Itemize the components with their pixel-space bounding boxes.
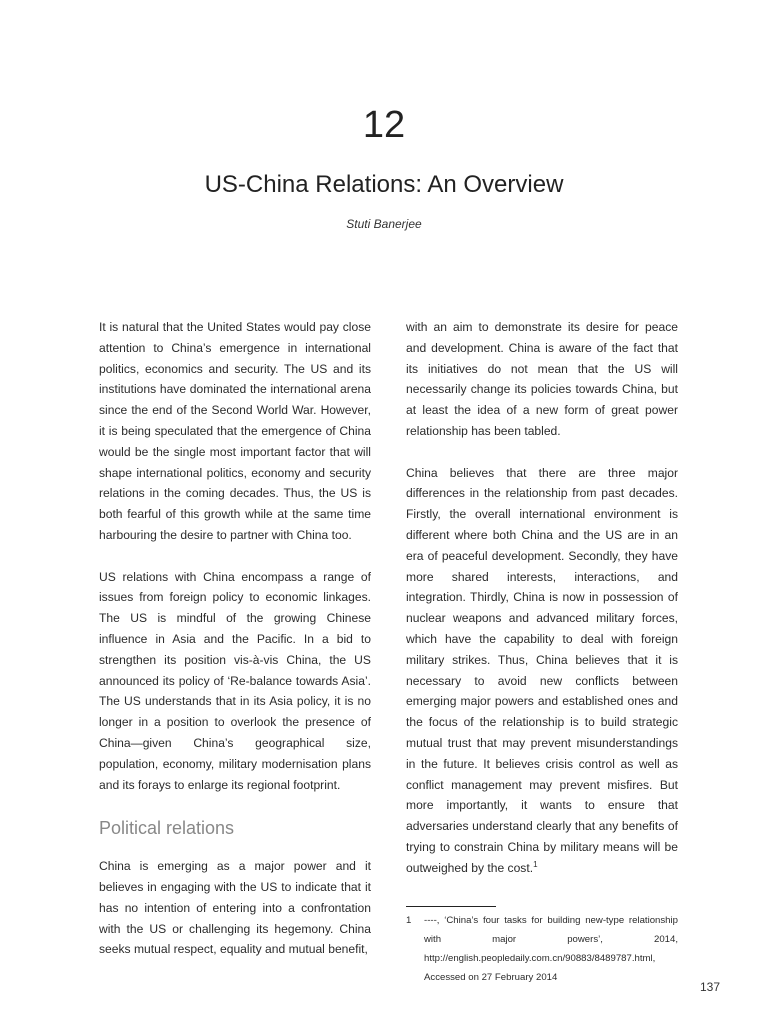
paragraph: US relations with China encompass a range of issues from foreign policy to economic linkages. The US is mindful of the growing Chinese influence in Asia and the Pacific. In a bid to strengthen its position vis-à-vis China, the US announced its policy of ‘Re-balance towards Asia’. The US understands that in its Asia policy, it is no longer in a position to overlook the presence of China—given China’s geographical size, population, economy, military modernisation plans and its forays to enlarge its regional footprint. [99, 569, 371, 792]
section-heading: Political relations [99, 818, 235, 839]
chapter-title: US-China Relations: An Overview [204, 171, 564, 198]
left-column [99, 317, 371, 981]
footnote [406, 911, 678, 987]
paragraph-with-footnote [406, 463, 678, 879]
paragraph: It is natural that the United States would pay close attention to China’s emergence in international politics, economics and security. The US and its institutions have dominated the international arena since the end of the Second World War. However, it is being speculated that the emergence of China would be the single most important factor that will shape international politics, economy and security relations in the coming decades. Thus, the US is both fearful of this growth while at the same time harbouring the desire to partner with China too. [99, 320, 371, 542]
author-name: Stuti Banerjee [346, 217, 422, 231]
page-number: 137 [699, 980, 720, 994]
footnote-text: ----, ‘China’s four tasks for building new-type relationship with major powers’, 2014, http://english.peopledaily.com.cn/90883/8489787.html, Accessed on 27 February 2014 [424, 915, 678, 983]
footnote-number: 1 [406, 915, 412, 926]
paragraph-text: China believes that there are three major differences in the relationship from past decades. Firstly, the overall international environment is different where both China and the US are in an era of peaceful development. Secondly, they have more shared interests, interactions, and integration. Thirdly, China is now in possession of nuclear weapons and advanced military forces, which have the capability to deal with foreign military strikes. Thus, China believes that it is necessary to avoid new conflicts between emerging major powers and established ones and the focus of the relationship is to build strategic mutual trust that may prevent misunderstandings in the future. It believes crisis control as well as conflict management may prevent misfires. But more importantly, it wants to ensure that adversaries understand clearly that any benefits of trying to constrain China by military means will be outweighed by the cost. [406, 465, 678, 875]
footnote-divider [406, 906, 496, 907]
chapter-number: 12 [362, 104, 406, 146]
footnote-reference[interactable]: 1 [533, 859, 538, 869]
paragraph: China is emerging as a major power and it believes in engaging with the US to indicate that it has no intention of entering into a confrontation with the US or challenging its hegemony. China seeks mutual respect, equality and mutual benefit, [99, 859, 371, 957]
paragraph: with an aim to demonstrate its desire for peace and development. China is aware of the fact that its initiatives do not mean that the US will necessarily change its policies towards China, but at least the idea of a new form of great power relationship has been tabled. [406, 320, 678, 438]
right-column [406, 317, 678, 899]
